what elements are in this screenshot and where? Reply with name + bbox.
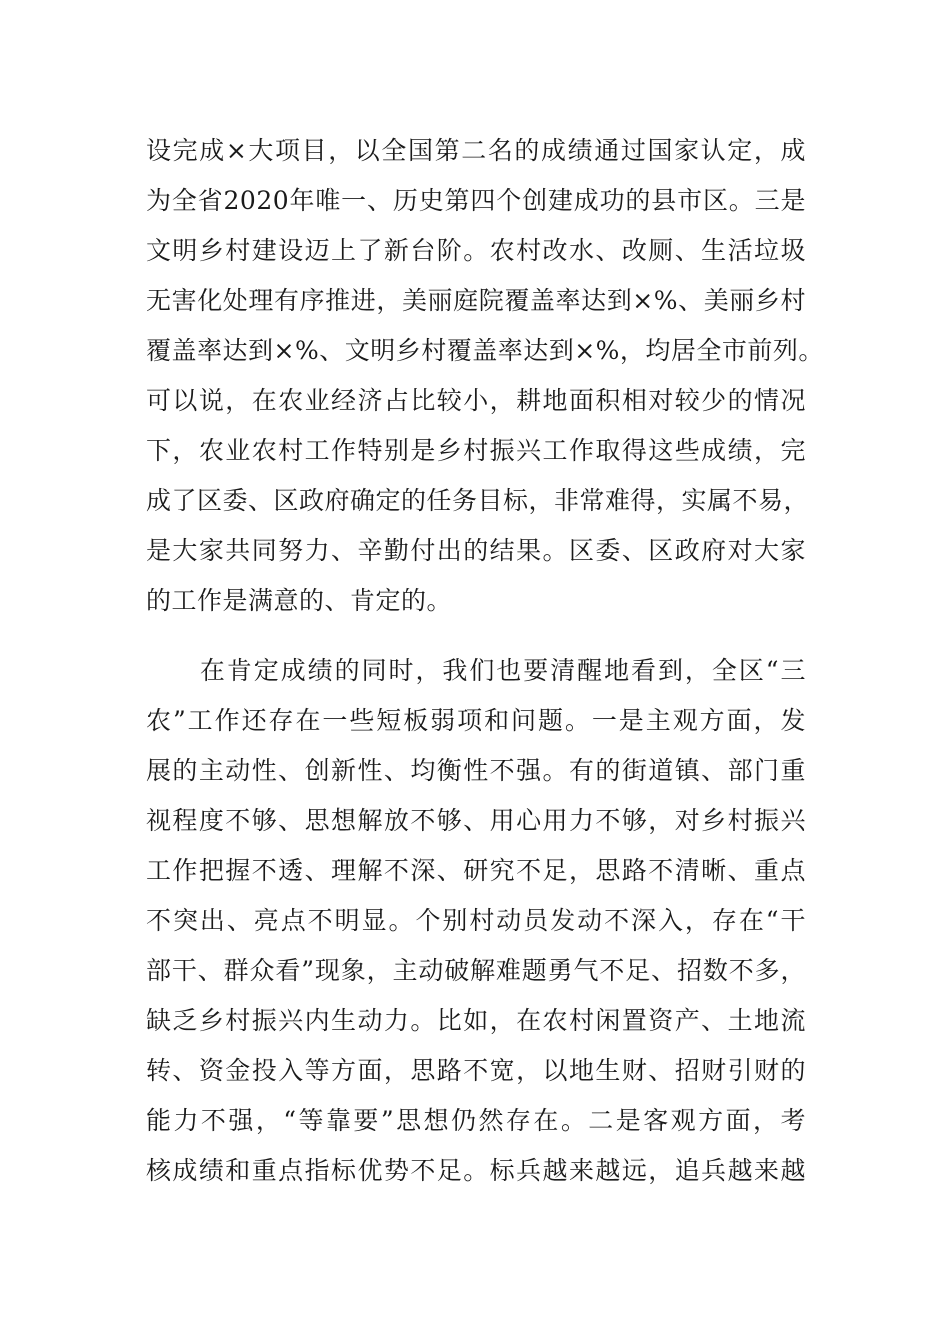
text-line: 成了区委、区政府确定的任务目标，非常难得，实属不易，: [146, 486, 810, 515]
text-line: 的工作是满意的、肯定的。: [146, 586, 453, 615]
text-line: 为全省2020年唯一、历史第四个创建成功的县市区。三是: [146, 186, 806, 215]
text-line: 是大家共同努力、辛勤付出的结果。区委、区政府对大家: [146, 536, 806, 565]
text-line: 核成绩和重点指标优势不足。标兵越来越远，追兵越来越: [146, 1156, 806, 1185]
text-line: 视程度不够、思想解放不够、用心用力不够，对乡村振兴: [146, 806, 806, 835]
text-line: 文明乡村建设迈上了新台阶。农村改水、改厕、生活垃圾: [146, 236, 806, 265]
text-line: 展的主动性、创新性、均衡性不强。有的街道镇、部门重: [146, 756, 806, 785]
text-line: 可以说，在农业经济占比较小，耕地面积相对较少的情况: [146, 386, 806, 415]
text-line: 转、资金投入等方面，思路不宽，以地生财、招财引财的: [146, 1056, 806, 1085]
text-line: 缺乏乡村振兴内生动力。比如，在农村闲置资产、土地流: [146, 1006, 806, 1035]
text-line: 工作把握不透、理解不深、研究不足，思路不清晰、重点: [146, 856, 806, 885]
text-line: 覆盖率达到×%、文明乡村覆盖率达到×%，均居全市前列。: [146, 336, 824, 365]
text-line: 能力不强，“等靠要”思想仍然存在。二是客观方面，考: [146, 1106, 806, 1135]
text-line: 下，农业农村工作特别是乡村振兴工作取得这些成绩，完: [146, 436, 806, 465]
text-line: 部干、群众看”现象，主动破解难题勇气不足、招数不多，: [146, 956, 806, 985]
text-line: 不突出、亮点不明显。个别村动员发动不深入，存在“干: [146, 906, 806, 935]
text-line: 农”工作还存在一些短板弱项和问题。一是主观方面，发: [146, 706, 806, 735]
paragraph-1: [146, 126, 824, 626]
paragraph-2: [146, 646, 806, 1196]
text-line: 无害化处理有序推进，美丽庭院覆盖率达到×%、美丽乡村: [146, 286, 806, 315]
text-line: 设完成×大项目，以全国第二名的成绩通过国家认定，成: [146, 136, 806, 165]
text-line: 在肯定成绩的同时，我们也要清醒地看到，全区“三: [146, 656, 806, 685]
